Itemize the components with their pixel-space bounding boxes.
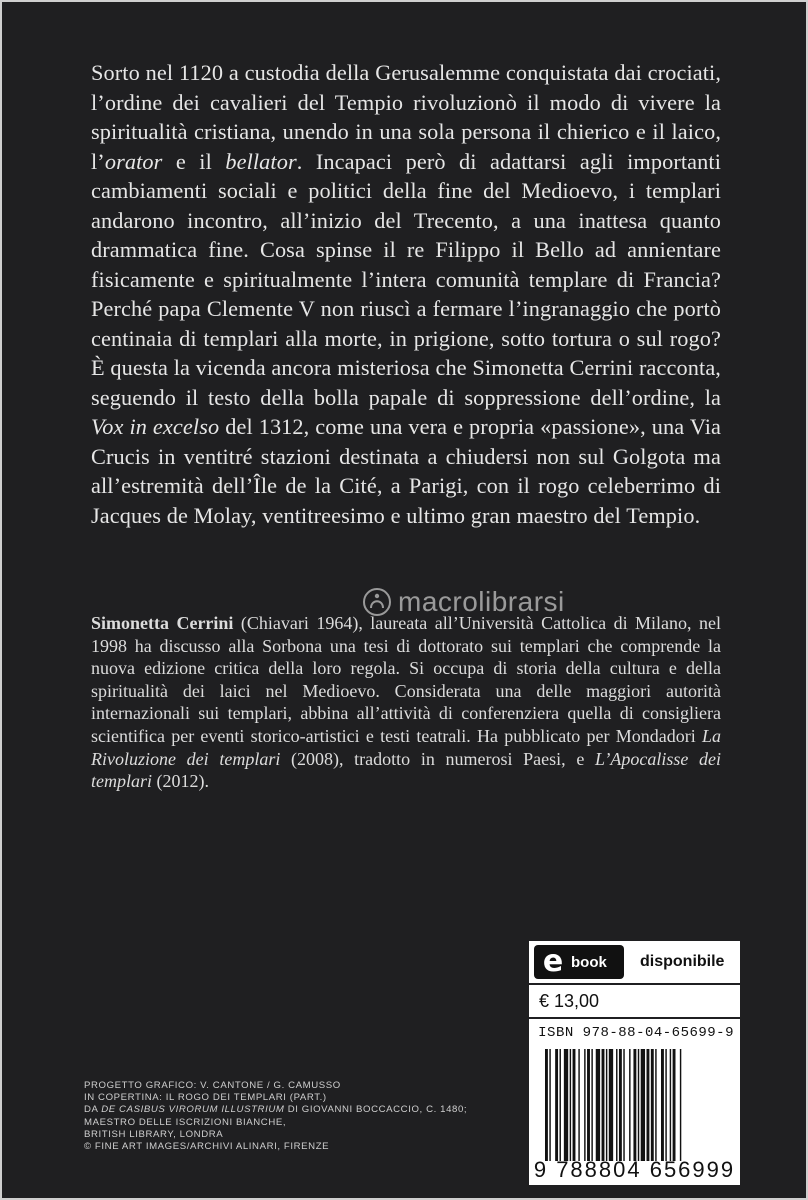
ebook-logo-icon: e: [542, 944, 564, 979]
author-name: Simonetta Cerrini: [91, 613, 234, 633]
credit-line: PROGETTO GRAFICO: V. CANTONE / G. CAMUSSO: [84, 1080, 341, 1091]
barcode-bar: [596, 1049, 600, 1161]
barcode-bar: [602, 1049, 605, 1161]
barcode-bar: [665, 1049, 666, 1161]
bio-segment: (2008), tradotto in numerosi Paesi, e: [280, 748, 596, 769]
barcode-bar: [670, 1049, 671, 1161]
credit-line: [84, 1104, 467, 1116]
barcode-bar: [641, 1049, 645, 1161]
blurb-segment: del 1312, come una vera e propria «passione», una Via Crucis in ventitré stazioni destinata a chiudersi non sul Golgota ma all’estremità dell’Île de la Cité, a Parigi, con il rogo celeberrimo di Jacques de Molay, ventitreesimo e ultimo gran maestro del Tempio.: [91, 414, 721, 528]
bio-book-title: L’Apocalisse dei templari: [91, 748, 722, 792]
blurb-segment: Sorto nel 1120 a custodia della Gerusalemme conquistata dai crociati, l’ordine dei cavalieri del Tempio rivoluzionò il modo di vivere la spiritualità cristiana, unendo in una sola persona il chierico e il laico, l’: [91, 60, 721, 174]
barcode-bar: [545, 1049, 548, 1161]
ebook-label: book: [571, 953, 607, 971]
blurb-text: [91, 58, 721, 530]
barcode-bar: [673, 1049, 676, 1161]
barcode-bar: [655, 1049, 656, 1161]
barcode-bar: [629, 1049, 630, 1161]
blurb-italic-orator: orator: [104, 148, 163, 174]
credit-line: BRITISH LIBRARY, LONDRA: [84, 1128, 224, 1140]
barcode-bar: [616, 1049, 617, 1161]
barcode-bar: [564, 1049, 568, 1161]
bio-segment: (2012).: [152, 771, 209, 792]
barcode-bar: [623, 1049, 624, 1161]
blurb-italic-bellator: bellator: [225, 148, 297, 174]
credit-line: IN COPERTINA: IL ROGO DEI TEMPLARI (PART.): [84, 1092, 327, 1104]
ebook-badge: [534, 945, 624, 979]
bio-paragraph: [91, 612, 721, 793]
blurb-paragraph: [91, 58, 721, 530]
barcode-bar: [609, 1049, 613, 1161]
barcode-bar: [560, 1049, 561, 1161]
barcode-bar: [549, 1049, 550, 1161]
barcode-icon: [543, 1049, 731, 1161]
barcode-bar: [555, 1049, 558, 1161]
barcode-bar: [578, 1049, 579, 1161]
author-bio: [91, 612, 721, 793]
credit-title: DE CASIBUS VIRORUM ILLUSTRIUM: [101, 1104, 285, 1116]
ebook-status: disponibile: [640, 953, 725, 970]
watermark-text: macrolibrarsi: [398, 586, 565, 617]
credit-line: MAESTRO DELLE ISCRIZIONI BIANCHE,: [84, 1116, 287, 1128]
barcode-bar: [584, 1049, 585, 1161]
barcode-bar: [570, 1049, 571, 1161]
ebook-row: [529, 941, 740, 985]
credit-line: © FINE ART IMAGES/ARCHIVI ALINARI, FIRENZE: [84, 1141, 330, 1153]
barcode-bar: [591, 1049, 592, 1161]
barcode-bar: [606, 1049, 607, 1161]
blurb-segment: . Incapaci però di adattarsi agli importanti cambiamenti sociali e politici della fine del Medioevo, i templari andarono incontro, all’inizio del Trecento, a una inattesa quanto drammatica fine. Cosa spinse il re Filippo il Bello ad annientare fisicamente e spiritualmente l’intera comunità templare di Francia? Perché papa Clemente V non riuscì a fermare l’ingranaggio che portò centinaia di templari alla morte, in prigione, sotto tortura o sul rogo? È questa la vicenda ancora misteriosa che Simonetta Cerrini racconta, seguendo il testo della bolla papale di soppressione dell’ordine, la: [91, 148, 722, 410]
barcode-bar: [638, 1049, 639, 1161]
barcode-bar: [573, 1049, 576, 1161]
barcode: [529, 1047, 740, 1185]
barcode-bar: [619, 1049, 622, 1161]
barcode-bar: [647, 1049, 650, 1161]
barcode-bar: [587, 1049, 590, 1161]
bio-segment: (Chiavari 1964), laureata all’Università Cattolica di Milano, nel 1998 ha discusso alla Sorbona una tesi di dottorato sui templari che comprende la nuova edizione critica della loro regola. Si occupa di storia della cultura e della spiritualità dei laici nel Medioevo. Considerata una delle maggiori autorità internazionali sui templari, abbina all’attività di conferenziera quella di consigliera scientifica per eventi storico-artistici e testi teatrali. Ha pubblicato per Mondadori: [91, 613, 721, 746]
barcode-number: 9 788804 656999: [533, 1157, 736, 1182]
blurb-segment: e il: [162, 148, 226, 174]
barcode-bar: [680, 1049, 681, 1161]
barcode-bar: [633, 1049, 636, 1161]
bio-book-title: La Rivoluzione dei templari: [91, 725, 721, 769]
price: € 13,00: [529, 985, 740, 1019]
credits: [84, 1080, 467, 1153]
barcode-bar: [651, 1049, 654, 1161]
price-isbn-box: [529, 941, 740, 1185]
credit-segment: DA: [84, 1104, 102, 1116]
blurb-italic-vox: Vox in excelso: [91, 414, 220, 439]
credit-segment: DI GIOVANNI BOCCACCIO, C. 1480;: [284, 1104, 468, 1116]
barcode-bar: [661, 1049, 664, 1161]
isbn: ISBN 978-88-04-65699-9: [538, 1025, 734, 1041]
